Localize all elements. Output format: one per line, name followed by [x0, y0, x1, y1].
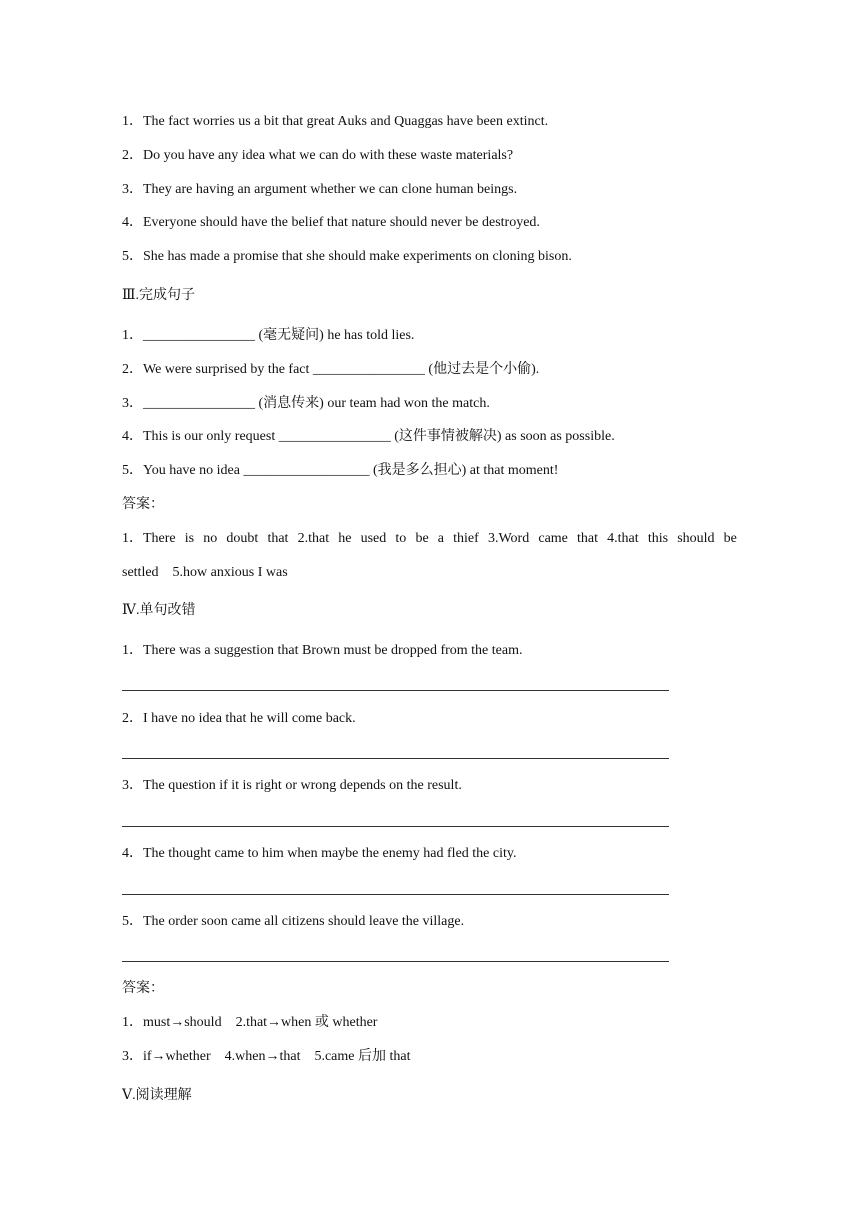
answer-blank-line[interactable]	[122, 894, 669, 895]
fill-in-sentence: 3．________________ (消息传来) our team had won the match.	[122, 396, 490, 411]
correction-sentence: 3．The question if it is right or wrong depends on the result.	[122, 778, 462, 793]
correction-sentence: 5．The order soon came all citizens should leave the village.	[122, 914, 465, 929]
answer-blank-line[interactable]	[122, 758, 669, 759]
fill-in-sentence: 4．This is our only request ________________ (这件事情被解决) as soon as possible.	[122, 429, 615, 444]
answer-line: 3．if→whether 4.when→that 5.came 后加 that	[122, 1049, 411, 1064]
exercise-sentence: 5．She has made a promise that she should make experiments on cloning bison.	[122, 249, 572, 264]
answer-line: settled 5.how anxious I was	[122, 565, 288, 580]
answer-line: 1．There is no doubt that 2.that he used to be a thief 3.Word came that 4.that this should be	[122, 531, 737, 546]
section-heading: Ⅴ.阅读理解	[122, 1088, 192, 1103]
section-heading: Ⅳ.单句改错	[122, 603, 196, 618]
fill-in-sentence: 5．You have no idea __________________ (我是多么担心) at that moment!	[122, 463, 559, 478]
answer-label: 答案：	[122, 497, 164, 512]
answer-blank-line[interactable]	[122, 961, 669, 962]
exercise-sentence: 3．They are having an argument whether we can clone human beings.	[122, 182, 518, 197]
correction-sentence: 4．The thought came to him when maybe the enemy had fled the city.	[122, 846, 517, 861]
exercise-sentence: 2．Do you have any idea what we can do with these waste materials?	[122, 148, 514, 163]
answer-blank-line[interactable]	[122, 690, 669, 691]
fill-in-sentence: 2．We were surprised by the fact ________________ (他过去是个小偷).	[122, 362, 540, 377]
correction-sentence: 2．I have no idea that he will come back.	[122, 711, 356, 726]
answer-blank-line[interactable]	[122, 826, 669, 827]
answer-line: 1．must→should 2.that→when 或 whether	[122, 1015, 378, 1030]
answer-label: 答案：	[122, 981, 164, 996]
correction-sentence: 1．There was a suggestion that Brown must be dropped from the team.	[122, 643, 523, 658]
exercise-sentence: 4．Everyone should have the belief that nature should never be destroyed.	[122, 215, 540, 230]
section-heading: Ⅲ.完成句子	[122, 288, 196, 303]
exercise-sentence: 1．The fact worries us a bit that great Auks and Quaggas have been extinct.	[122, 114, 549, 129]
fill-in-sentence: 1．________________ (毫无疑问) he has told lies.	[122, 328, 415, 343]
